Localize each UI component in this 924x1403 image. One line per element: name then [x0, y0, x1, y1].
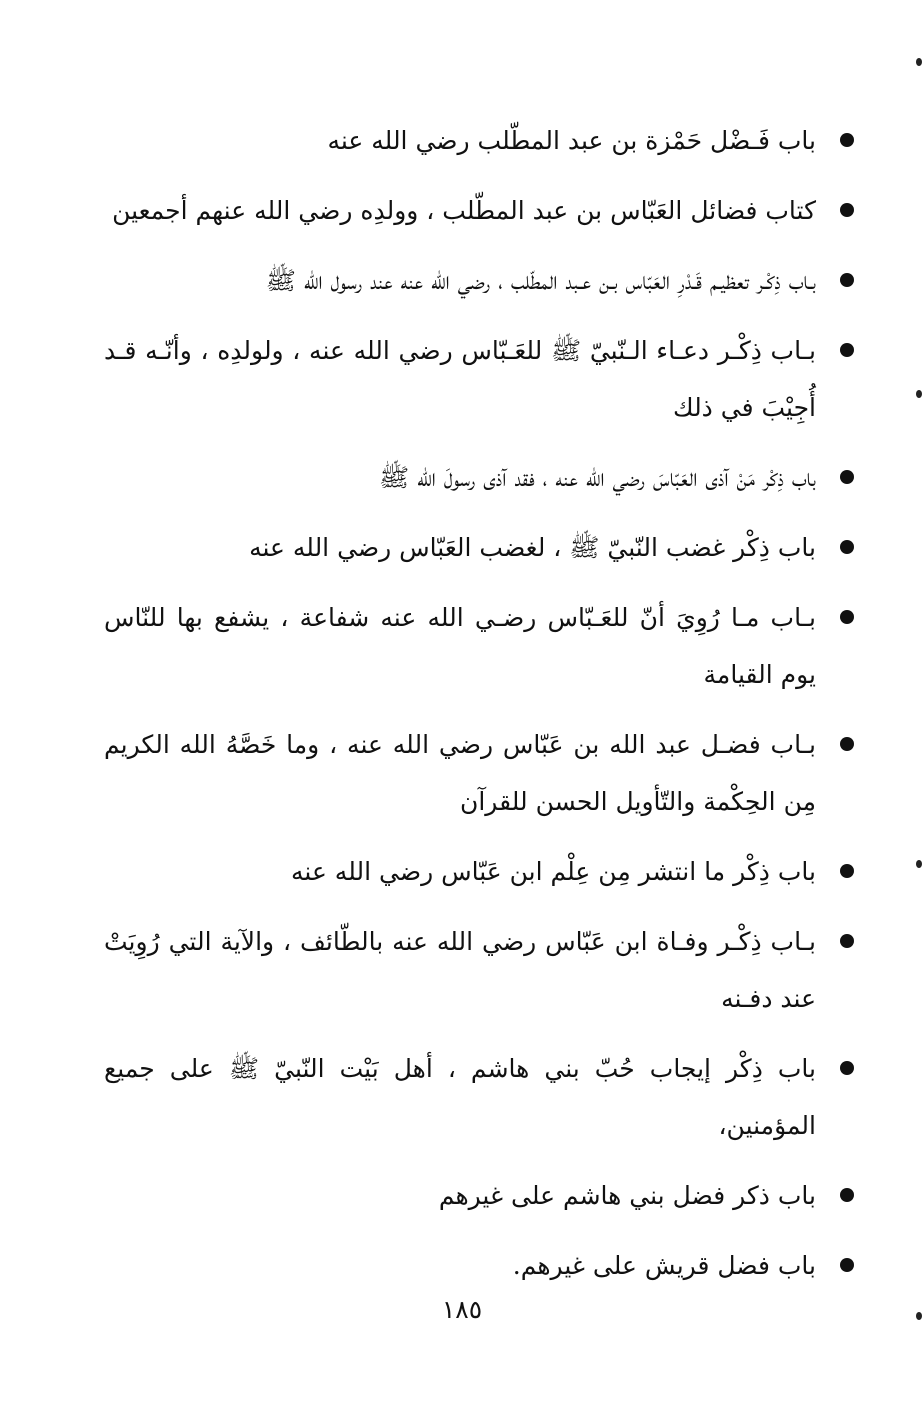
list-item	[104, 182, 854, 239]
list-item	[104, 252, 854, 309]
entry-text: باب فضل قريش على غيرهم.	[512, 1251, 816, 1280]
page-number: ١٨٥	[441, 1295, 483, 1324]
list-item	[104, 112, 854, 169]
bullet-icon	[840, 1188, 854, 1202]
list-item	[104, 589, 854, 703]
entry-text: باب ذِكْر مَنْ آذى العَبّاسَ رضي الله عنه ، فقد آذى رسولَ الله ﷺ	[378, 463, 816, 492]
entry-text: بـاب ذِكْـر دعـاء الـنّبيّ ﷺ للعَـبّاس رضي الله عنه ، ولولدِه ، وأنّـه قـد أُجِيْبَ في ذلك	[104, 336, 816, 422]
bullet-icon	[840, 203, 854, 217]
list-item	[104, 449, 854, 506]
page-content	[104, 112, 854, 1403]
scan-edge-mark	[916, 390, 922, 398]
bullet-icon	[840, 610, 854, 624]
entry-text: باب ذكر فضل بني هاشم على غيرهم	[438, 1181, 816, 1210]
bullet-icon	[840, 864, 854, 878]
chapter-list	[104, 112, 854, 1294]
list-item	[104, 519, 854, 576]
scan-edge-mark	[916, 1312, 922, 1320]
entry-text: بـاب ذِكْـر وفـاة ابن عَبّاس رضي الله عنه بالطّائف ، والآية التي رُوِيَتْ عند دفـنه	[104, 927, 816, 1013]
bullet-icon	[840, 934, 854, 948]
bullet-icon	[840, 1061, 854, 1075]
bullet-icon	[840, 133, 854, 147]
list-item	[104, 843, 854, 900]
scan-edge-mark	[916, 58, 922, 66]
entry-text: باب ذِكْر ما انتشر مِن عِلْم ابن عَبّاس رضي الله عنه	[291, 857, 816, 886]
scan-edge-mark	[916, 860, 922, 868]
entry-text: باب ذِكْر إيجاب حُبّ بني هاشم ، أهل بَيْت النّبيّ ﷺ على جميع المؤمنين،	[104, 1054, 816, 1140]
list-item	[104, 716, 854, 830]
list-item	[104, 1167, 854, 1224]
bullet-icon	[840, 540, 854, 554]
entry-text: بـاب مـا رُوِيَ أنّ للعَـبّاس رضـي الله عنه شفاعة ، يشفع بها للنّاس يوم القيامة	[104, 603, 816, 689]
list-item	[104, 1237, 854, 1294]
entry-text: باب ذِكْر غضب النّبيّ ﷺ ، لغضب العَبّاس رضي الله عنه	[249, 533, 816, 562]
bullet-icon	[840, 737, 854, 751]
list-item	[104, 1040, 854, 1154]
entry-text: كتاب فضائل العَبّاس بن عبد المطّلب ، وولدِه رضي الله عنهم أجمعين	[112, 196, 816, 225]
entry-text: باب فَـضْل حَمْزة بن عبد المطّلب رضي الله عنه	[327, 126, 816, 155]
list-item	[104, 322, 854, 436]
list-item	[104, 913, 854, 1027]
entry-text: بـاب فضـل عبد الله بن عَبّاس رضي الله عنه ، وما خَصَّهُ الله الكريم مِن الحِكْمة والتّأويل الحسن للقرآن	[104, 730, 816, 816]
bullet-icon	[840, 1258, 854, 1272]
bullet-icon	[840, 273, 854, 287]
entry-text: بـاب ذِكْـر تعظيـم قَـدْرِ العَبّاس بـن عـبد المطّلب ، رضي الله عنه عند رسول الله ﷺ	[265, 266, 816, 295]
bullet-icon	[840, 470, 854, 484]
bullet-icon	[840, 343, 854, 357]
